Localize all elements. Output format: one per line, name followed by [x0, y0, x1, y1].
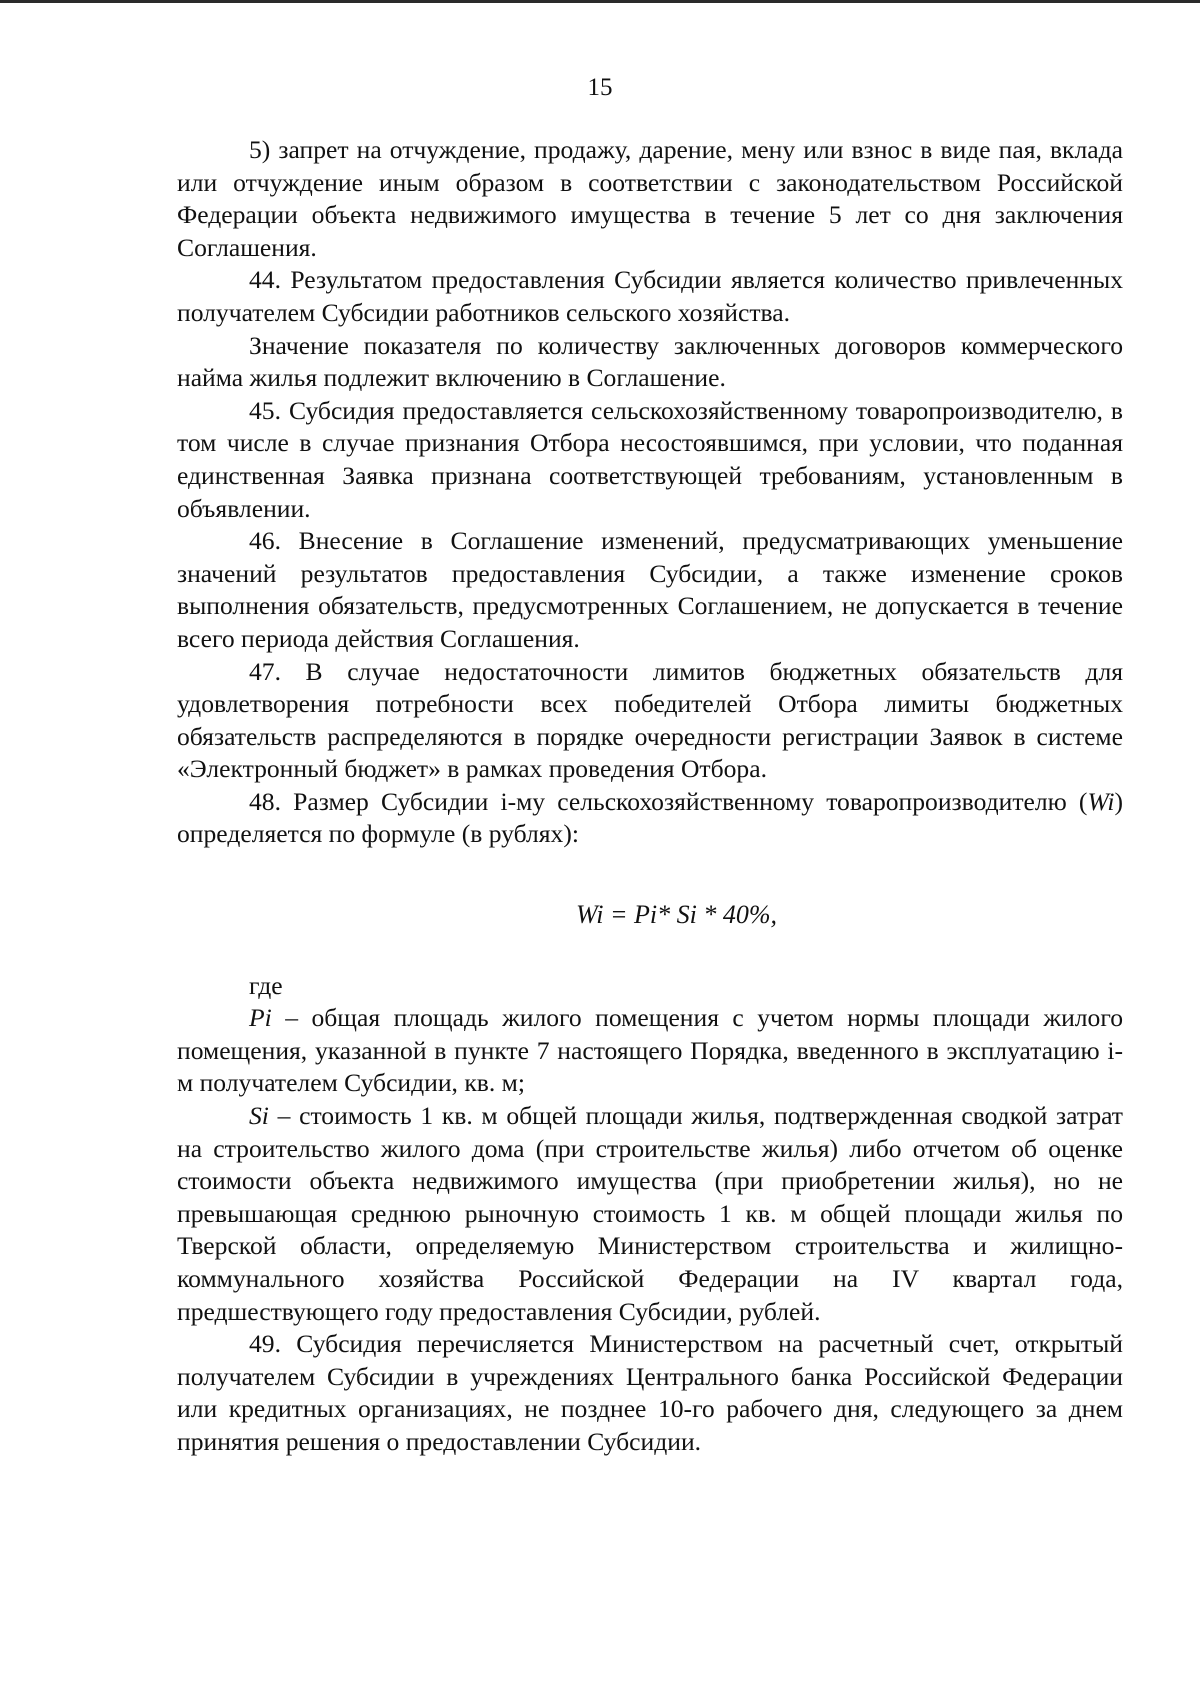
variable-pi: Pi: [249, 1003, 272, 1033]
definition-si: [177, 1100, 1123, 1328]
paragraph-45: 45. Субсидия предоставляется сельскохозяйственному товаропроизводителю, в том числе в случае признания Отбора несостоявшимся, при условии, что поданная единственная Заявка признана соответствующей требованиям, установленным в объявлении.: [177, 395, 1123, 523]
paragraph-48-text-b: ) определяется по формуле (в рублях):: [177, 786, 1123, 849]
definition-pi: [177, 1002, 1123, 1100]
paragraph-49: 49. Субсидия перечисляется Министерством на расчетный счет, открытый получателем Субсидии в учреждениях Центрального банка Российской Федерации или кредитных организациях, не позднее 10-го рабочего дня, следующего за днем принятия решения о предоставлении Субсидии.: [177, 1329, 1123, 1456]
variable-si: Si: [249, 1101, 269, 1131]
paragraph-48: [177, 786, 1123, 851]
definition-si-text: – стоимость 1 кв. м общей площади жилья, подтвержденная сводкой затрат на строительство жилого дома (при строительстве жилья) либо отчетом об оценке стоимости объекта недвижимого имущества (при приобретении жилья), но не превышающая среднюю рыночную стоимость 1 кв. м общей площади жилья по Тверской области, определяемую Министерством строительства и жилищно-коммунального хозяйства Российской Федерации на IV квартал года, предшествующего году предоставления Субсидии, рублей.: [177, 1101, 1123, 1326]
paragraph-5-restriction: 5) запрет на отчуждение, продажу, дарение, мену или взнос в виде пая, вклада или отчуждение иным образом в соответствии с законодательством Российской Федерации объекта недвижимого имущества в течение 5 лет со дня заключения Соглашения.: [177, 135, 1123, 262]
page-number: 15: [587, 74, 613, 101]
paragraph-48-text-a: 48. Размер Субсидии i-му сельскохозяйственному товаропроизводителю (: [249, 786, 1088, 816]
where-label: где: [249, 970, 283, 1000]
paragraph-44-indicator: Значение показателя по количеству заключенных договоров коммерческого найма жилья подлежит включению в Соглашение.: [177, 330, 1123, 393]
variable-wi: Wi: [1087, 786, 1115, 816]
paragraph-47: 47. В случае недостаточности лимитов бюджетных обязательств для удовлетворения потребности всех победителей Отбора лимиты бюджетных обязательств распределяются в порядке очередности регистрации Заявок в системе «Электронный бюджет» в рамках проведения Отбора.: [177, 656, 1123, 784]
paragraph-44: 44. Результатом предоставления Субсидии является количество привлеченных получателем Субсидии работников сельского хозяйства.: [177, 265, 1123, 327]
paragraph-46: 46. Внесение в Соглашение изменений, предусматривающих уменьшение значений результатов предоставления Субсидии, а также изменение сроков выполнения обязательств, предусмотренных Соглашением, не допускается в течение всего периода действия Соглашения.: [177, 526, 1123, 653]
scan-edge: [0, 0, 1200, 3]
subsidy-formula: Wi = Pi* Si * 40%,: [576, 900, 777, 930]
document-body: [177, 134, 1123, 1459]
definition-pi-text: – общая площадь жилого помещения с учетом нормы площади жилого помещения, указанной в пункте 7 настоящего Порядка, введенного в эксплуатацию i-м получателем Субсидии, кв. м;: [177, 1003, 1123, 1098]
